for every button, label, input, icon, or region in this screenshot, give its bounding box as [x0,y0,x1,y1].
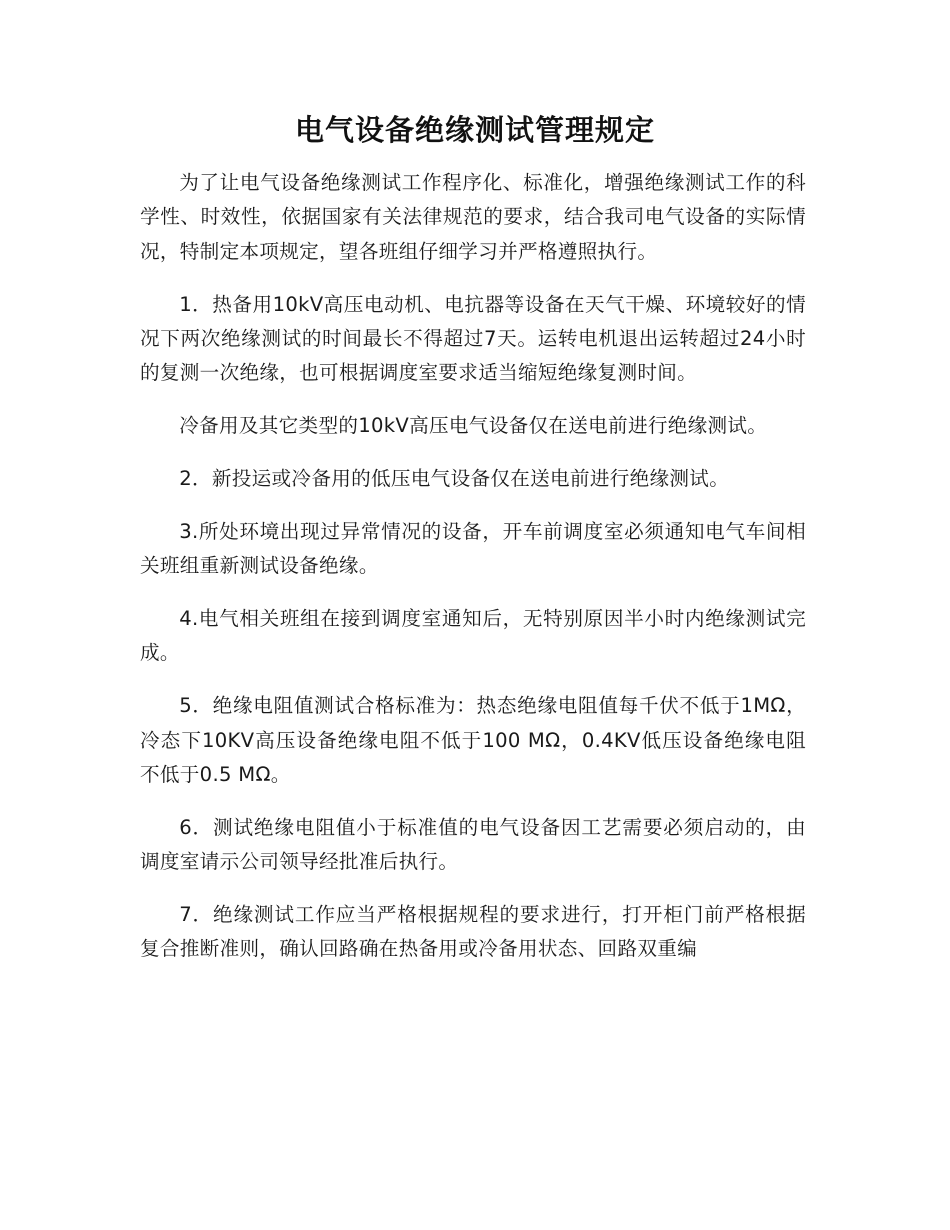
paragraph-item-7: 7．绝缘测试工作应当严格根据规程的要求进行，打开柜门前严格根据复合推断准则，确认回路确在热备用或冷备用状态、回路双重编 [140,903,806,961]
paragraph-cold-standby-hv: 冷备用及其它类型的10kV高压电气设备仅在送电前进行绝缘测试。 [179,414,768,438]
paragraph-item-6: 6．测试绝缘电阻值小于标准值的电气设备因工艺需要必须启动的，由调度室请示公司领导经批准后执行。 [140,815,806,874]
document-title: 电气设备绝缘测试管理规定 [294,113,655,147]
document-body [140,166,806,985]
paragraph-item-4: 4.电气相关班组在接到调度室通知后，无特别原因半小时内绝缘测试完成。 [140,607,806,665]
paragraph-item-1: 1．热备用10kV高压电动机、电抗器等设备在天气干燥、环境较好的情况下两次绝缘测试的时间最长不得超过7天。运转电机退出运转超过24小时的复测一次绝缘，也可根据调度室要求适当缩短绝缘复测时间。 [140,292,806,385]
paragraph-intro: 为了让电气设备绝缘测试工作程序化、标准化，增强绝缘测试工作的科学性、时效性，依据国家有关法律规范的要求，结合我司电气设备的实际情况，特制定本项规定，望各班组仔细学习并严格遵照执行。 [140,171,806,263]
paragraph-item-3: 3.所处环境出现过异常情况的设备，开车前调度室必须通知电气车间相关班组重新测试设备绝缘。 [140,519,806,578]
paragraph-item-5: 5．绝缘电阻值测试合格标准为：热态绝缘电阻值每千伏不低于1MΩ，冷态下10KV高压设备绝缘电阻不低于100 MΩ，0.4KV低压设备绝缘电阻不低于0.5 MΩ。 [140,694,806,787]
paragraph-item-2: 2．新投运或冷备用的低压电气设备仅在送电前进行绝缘测试。 [179,467,730,491]
